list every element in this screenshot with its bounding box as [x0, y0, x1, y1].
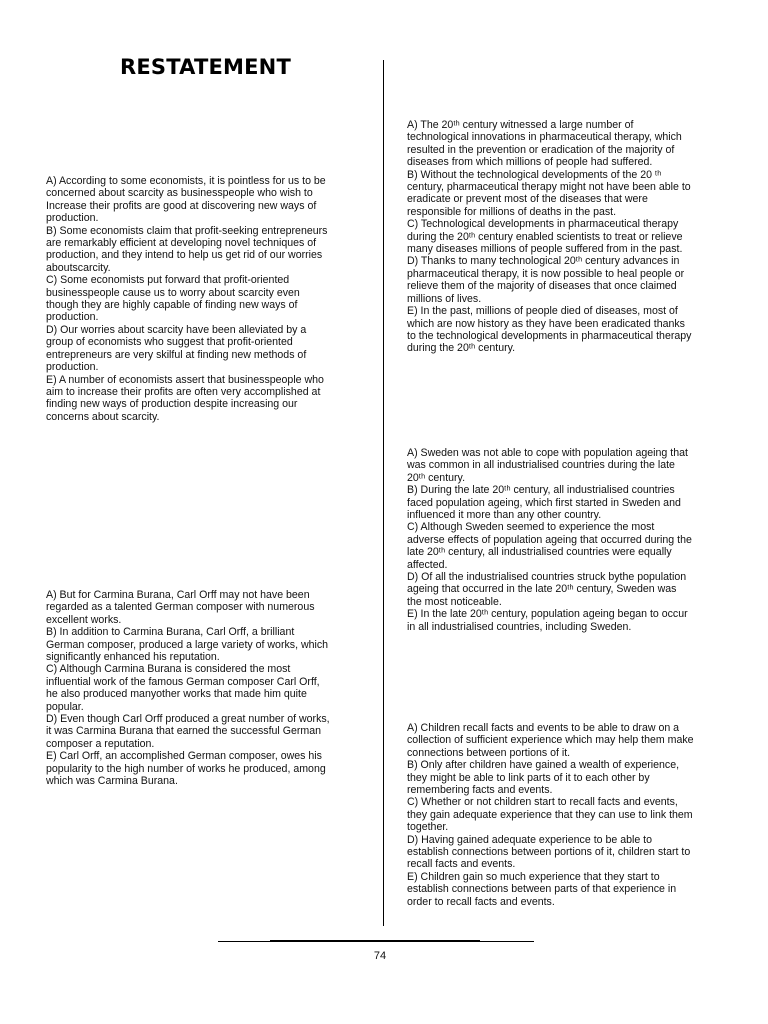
- question-block-sweden: [407, 447, 719, 633]
- option-e: E) Children gain so much experience that they start to establish connections between parts of that experience in order to recall facts and events.: [407, 870, 677, 908]
- question-block-pharmaceutical: [407, 119, 719, 355]
- option-d: D) Even though Carl Orff produced a great number of works, it was Carmina Burana that earned the successful German composer a reputation.: [46, 713, 330, 750]
- option-d: D) Our worries about scarcity have been alleviated by a group of economists who suggest that profit-oriented entrepreneurs are very skilful at finding new methods of production.: [46, 323, 307, 374]
- option-e: E) In the late 20ᵗʰ century, population ageing began to occur in all industrialised countries, including Sweden.: [407, 608, 688, 633]
- option-b: B) Some economists claim that profit-seeking entrepreneurs are remarkably efficient at developing novel techniques of production, and they intend to help us get rid of our worries aboutscarcity.: [46, 224, 328, 274]
- option-d: D) Having gained adequate experience to be able to establish connections between portions of it, children start to recall facts and events.: [407, 833, 691, 871]
- option-d: D) Thanks to many technological 20ᵗʰ century advances in pharmaceutical therapy, it is now possible to heal people or relieve them of the majority of diseases that once claimed millions of lives.: [407, 255, 685, 305]
- question-block-scarcity: [46, 175, 356, 423]
- option-c: C) Although Carmina Burana is considered the most influential work of the famous German composer Carl Orff, he also produced manyother works that made him quite popular.: [46, 663, 320, 713]
- option-b: B) Only after children have gained a wealth of experience, they might be able to link parts of it to each other by remembering facts and events.: [407, 759, 680, 797]
- page-number: 74: [373, 950, 387, 962]
- question-block-children: [407, 722, 719, 908]
- option-e: E) In the past, millions of people died of diseases, most of which are now history as they have been eradicated thanks to the technological developments in pharmaceutical therapy during the 20ᵗʰ century.: [407, 305, 692, 355]
- option-c: C) Whether or not children start to recall facts and events, they gain adequate experience that they can use to link them together.: [407, 796, 693, 834]
- option-e: E) A number of economists assert that businesspeople who aim to increase their profits are often very accomplished at finding new ways of production despite increasing our concerns about scarcity.: [46, 373, 324, 423]
- option-a: A) Children recall facts and events to be able to draw on a collection of sufficient experience which may help them make connections between portions of it.: [407, 722, 694, 759]
- option-c: C) Some economists put forward that profit-oriented businesspeople cause us to worry about scarcity even though they are highly capable of finding new ways of production.: [46, 274, 300, 324]
- page-title: RESTATEMENT: [120, 55, 291, 79]
- option-b: B) Without the technological developments of the 20 ᵗʰ century, pharmaceutical therapy might not have been able to eradicate or prevent most of the diseases that were responsible for millions of deaths in the past.: [407, 168, 691, 218]
- question-block-carl-orff: [46, 589, 356, 788]
- option-c: C) Although Sweden seemed to experience the most adverse effects of population ageing that occurred during the late 20ᵗʰ century, all industrialised countries were equally affected.: [407, 521, 692, 571]
- option-a: A) According to some economists, it is pointless for us to be concerned about scarcity as businesspeople who wish to Increase their profits are good at discovering new ways of production.: [46, 175, 326, 225]
- column-divider: [383, 60, 384, 926]
- option-a: A) Sweden was not able to cope with population ageing that was common in all industrialised countries during the late 20ᵗʰ century.: [407, 447, 688, 484]
- option-b: B) During the late 20ᵗʰ century, all industrialised countries faced population ageing, which first started in Sweden and influenced it more than any other country.: [407, 484, 681, 522]
- option-a: A) The 20ᵗʰ century witnessed a large number of technological innovations in pharmaceutical therapy, which resulted in the prevention or eradication of the majority of diseases from which millions of people had suffered.: [407, 119, 682, 169]
- option-b: B) In addition to Carmina Burana, Carl Orff, a brilliant German composer, produced a large variety of works, which significantly enhanced his reputation.: [46, 626, 329, 664]
- option-a: A) But for Carmina Burana, Carl Orff may not have been regarded as a talented German composer with numerous excellent works.: [46, 589, 315, 626]
- footer-rule-accent: [270, 940, 480, 942]
- option-c: C) Technological developments in pharmaceutical therapy during the 20ᵗʰ century enabled scientists to treat or relieve many diseases millions of people suffered from in the past.: [407, 218, 683, 256]
- option-d: D) Of all the industrialised countries struck bythe population ageing that occurred in the late 20ᵗʰ century, Sweden was the most noticeable.: [407, 571, 687, 608]
- option-e: E) Carl Orff, an accomplished German composer, owes his popularity to the high number of works he produced, among which was Carmina Burana.: [46, 750, 326, 788]
